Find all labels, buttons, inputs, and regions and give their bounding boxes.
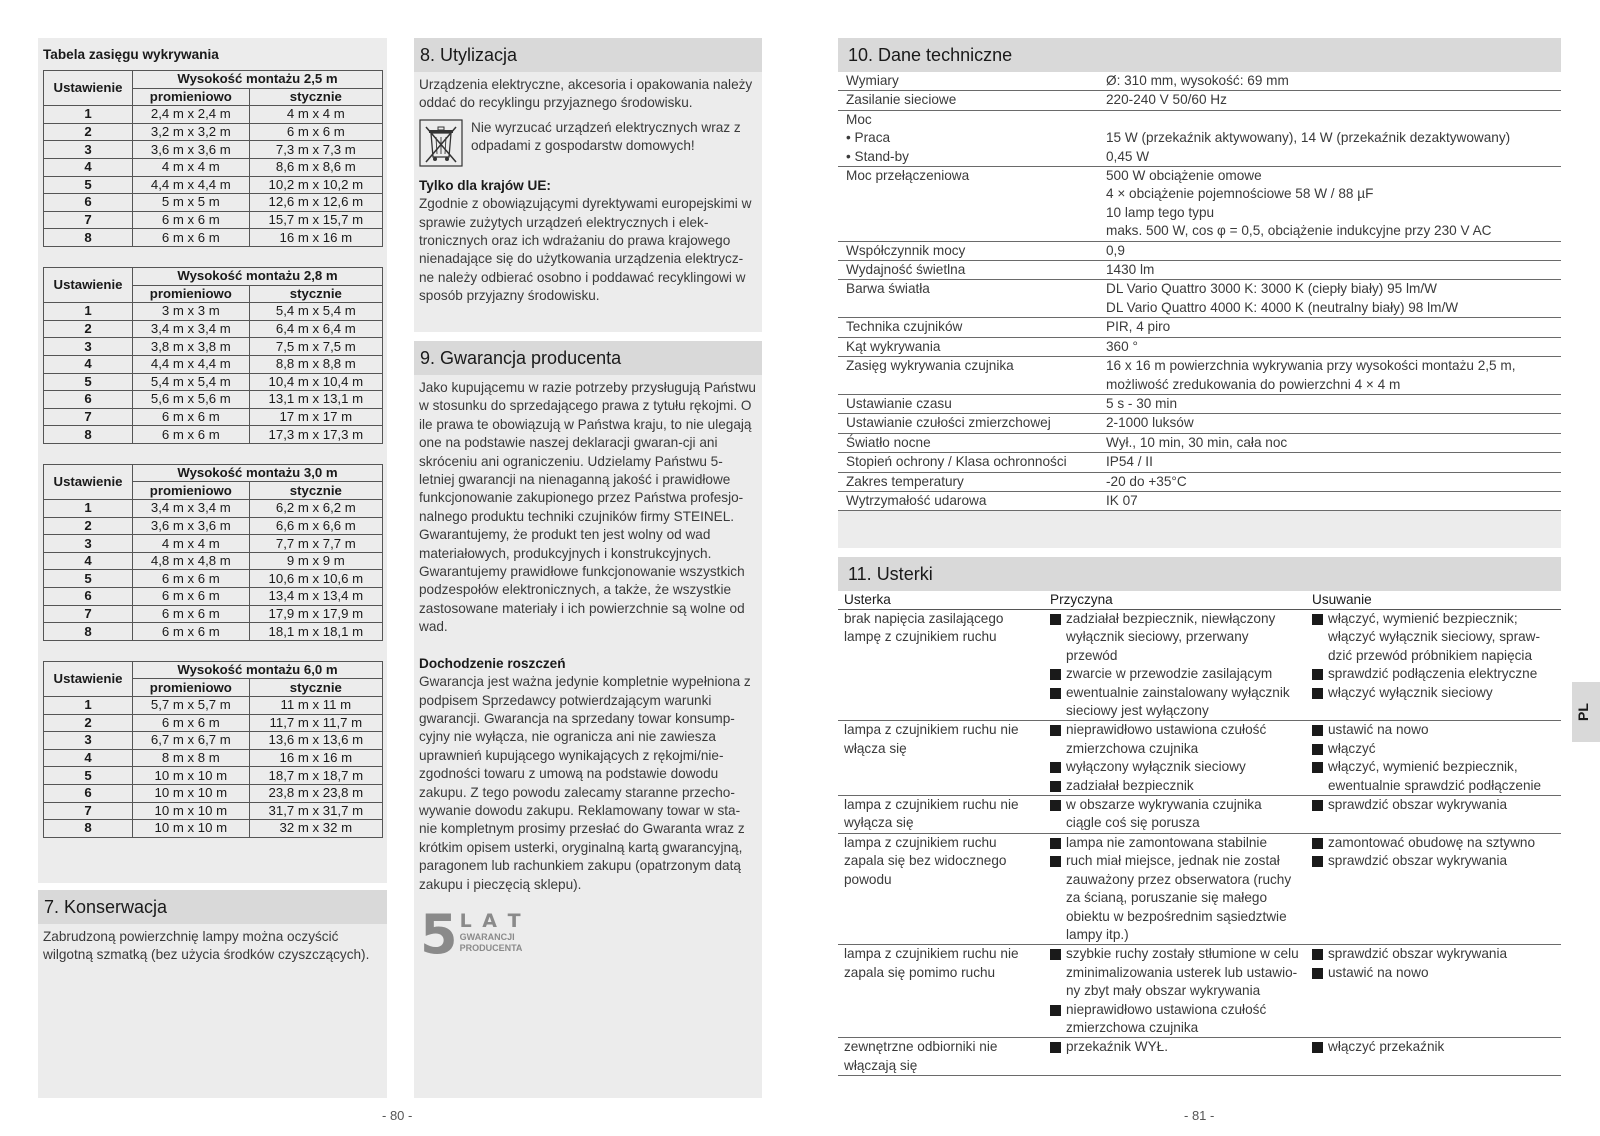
fault-description: brak napięcia zasilającego lampę z czujnikiem ruchu: [838, 610, 1044, 721]
disposal-warning-text: Nie wyrzucać urządzeń elektrycznych wraz z odpadami z gospodarstw domowych!: [471, 119, 741, 154]
mount-height-header: Wysokość montażu 3,0 m: [133, 464, 383, 482]
tech-data-table: [838, 72, 1561, 511]
logo-line-2: PRODUCENTA: [459, 942, 523, 953]
warranty-title: 9. Gwarancja producenta: [414, 341, 762, 375]
setting-number: 1: [44, 500, 133, 518]
range-table-row: [44, 123, 383, 141]
page-number-right: - 81 -: [1184, 1108, 1215, 1123]
setting-number: 6: [44, 588, 133, 606]
setting-number: 3: [44, 141, 133, 159]
mount-height-header: Wysokość montażu 6,0 m: [133, 661, 383, 679]
fault-causes: [1044, 945, 1306, 1038]
fault-fix-item: włączyć, wymienić bezpiecznik; włączyć wyłącznik sieciowy, spraw-dzić przewód próbnikiem napięcia: [1312, 610, 1555, 665]
eu-only-text: Zgodnie z obowiązującymi dyrektywami europejskimi w sprawie zużytych urządzeń elektrycznych i elek-tronicznych oraz ich wdrażaniu do prawa krajowego nienadające się do użytkowania urządzenia elektrycz-ne należy odbierać osobno i poddawać recyklingowi w sposób przyjazny środowisku.: [419, 196, 752, 304]
faults-section: [838, 557, 1561, 1097]
setting-number: 8: [44, 229, 133, 247]
fault-description: lampa z czujnikiem ruchu zapala się bez widocznego powodu: [838, 833, 1044, 944]
setting-number: 5: [44, 373, 133, 391]
tangential-header: stycznie: [249, 285, 382, 303]
range-table-row: [44, 158, 383, 176]
tangential-header: stycznie: [249, 679, 382, 697]
fault-causes: [1044, 833, 1306, 944]
tech-data-row: [838, 110, 1561, 166]
range-table-row: [44, 194, 383, 212]
tangential-range: 6 m x 6 m: [249, 123, 382, 141]
tangential-range: 13,1 m x 13,1 m: [249, 391, 382, 409]
setting-number: 3: [44, 535, 133, 553]
tangential-range: 16 m x 16 m: [249, 229, 382, 247]
range-table-row: [44, 338, 383, 356]
disposal-text: Urządzenia elektryczne, akcesoria i opakowania należy oddać do recyklingu przyjaznego środowisku.: [419, 77, 753, 111]
setting-number: 1: [44, 303, 133, 321]
range-table-row: [44, 320, 383, 338]
radial-range: 6 m x 6 m: [133, 570, 250, 588]
radial-range: 3,2 m x 3,2 m: [133, 123, 250, 141]
fault-causes: [1044, 1038, 1306, 1076]
logo-line-1: GWARANCJI: [459, 931, 515, 942]
fault-row: [838, 796, 1561, 834]
range-table-row: [44, 749, 383, 767]
range-table-row: [44, 373, 383, 391]
range-table-row: [44, 500, 383, 518]
tangential-range: 6,6 m x 6,6 m: [249, 517, 382, 535]
range-table-row: [44, 106, 383, 124]
tangential-range: 10,4 m x 10,4 m: [249, 373, 382, 391]
radial-range: 5,4 m x 5,4 m: [133, 373, 250, 391]
tech-data-key: Światło nocne: [838, 433, 1098, 452]
tech-data-row: [838, 241, 1561, 260]
tech-data-key: Wytrzymałość udarowa: [838, 491, 1098, 510]
tangential-range: 8,8 m x 8,8 m: [249, 355, 382, 373]
radial-range: 5 m x 5 m: [133, 194, 250, 212]
setting-number: 8: [44, 820, 133, 838]
radial-range: 3,4 m x 3,4 m: [133, 500, 250, 518]
tech-data-value: IK 07: [1098, 491, 1561, 510]
tangential-range: 16 m x 16 m: [249, 749, 382, 767]
fault-cause-item: lampa nie zamontowana stabilnie: [1050, 834, 1300, 852]
tech-data-value: Ø: 310 mm, wysokość: 69 mm: [1098, 72, 1561, 91]
logo-digit: 5: [420, 902, 458, 966]
radial-range: 6 m x 6 m: [133, 588, 250, 606]
range-table-row: [44, 211, 383, 229]
tech-data-title: 10. Dane techniczne: [838, 38, 1561, 72]
tech-data-value: -20 do +35°C: [1098, 472, 1561, 491]
fault-row: [838, 833, 1561, 944]
fault-fix-item: włączyć, wymienić bezpiecznik, ewentualnie sprawdzić podłączenie: [1312, 758, 1555, 795]
tangential-range: 7,3 m x 7,3 m: [249, 141, 382, 159]
tangential-header: stycznie: [249, 88, 382, 106]
fault-fix-item: ustawić na nowo: [1312, 721, 1555, 739]
tangential-range: 4 m x 4 m: [249, 106, 382, 124]
faults-col-fix: Usuwanie: [1306, 591, 1561, 610]
setting-number: 7: [44, 605, 133, 623]
tangential-range: 10,6 m x 10,6 m: [249, 570, 382, 588]
tangential-header: stycznie: [249, 482, 382, 500]
radial-header: promieniowo: [133, 679, 250, 697]
radial-range: 5,7 m x 5,7 m: [133, 697, 250, 715]
setting-number: 3: [44, 338, 133, 356]
fault-fix-item: sprawdzić obszar wykrywania: [1312, 796, 1555, 814]
setting-number: 8: [44, 623, 133, 641]
range-table-row: [44, 426, 383, 444]
fault-causes: [1044, 610, 1306, 721]
radial-range: 6 m x 6 m: [133, 623, 250, 641]
setting-number: 5: [44, 570, 133, 588]
setting-number: 8: [44, 426, 133, 444]
setting-number: 7: [44, 802, 133, 820]
range-table: [43, 464, 383, 641]
setting-number: 2: [44, 517, 133, 535]
radial-range: 6 m x 6 m: [133, 714, 250, 732]
tech-data-key: Zasilanie sieciowe: [838, 91, 1098, 110]
range-table-row: [44, 588, 383, 606]
radial-range: 3,6 m x 3,6 m: [133, 141, 250, 159]
tech-data-key: Kąt wykrywania: [838, 337, 1098, 356]
tech-data-key: Technika czujników: [838, 318, 1098, 337]
faults-header-row: [838, 591, 1561, 610]
range-table-header-row: [44, 267, 383, 285]
tangential-range: 17,3 m x 17,3 m: [249, 426, 382, 444]
range-table-row: [44, 176, 383, 194]
range-table-row: [44, 605, 383, 623]
radial-range: 10 m x 10 m: [133, 820, 250, 838]
tech-data-key: Moc przełączeniowa: [838, 167, 1098, 242]
setting-header: Ustawienie: [44, 267, 133, 302]
page-number-left: - 80 -: [382, 1108, 413, 1123]
tangential-range: 18,7 m x 18,7 m: [249, 767, 382, 785]
setting-number: 3: [44, 732, 133, 750]
setting-number: 2: [44, 320, 133, 338]
fault-fix-item: włączyć wyłącznik sieciowy: [1312, 684, 1555, 702]
setting-number: 5: [44, 767, 133, 785]
tangential-range: 13,4 m x 13,4 m: [249, 588, 382, 606]
maintenance-title: 7. Konserwacja: [38, 890, 387, 924]
tangential-range: 32 m x 32 m: [249, 820, 382, 838]
fault-fixes: [1306, 796, 1561, 834]
tech-data-value: Wył., 10 min, 30 min, cała noc: [1098, 433, 1561, 452]
range-table-header-row: [44, 464, 383, 482]
radial-range: 4,8 m x 4,8 m: [133, 552, 250, 570]
five-year-warranty-logo: [414, 894, 762, 966]
radial-range: 4,4 m x 4,4 m: [133, 176, 250, 194]
tech-data-key: Zakres temperatury: [838, 472, 1098, 491]
setting-number: 1: [44, 697, 133, 715]
claims-title: Dochodzenie roszczeń: [419, 655, 566, 671]
eu-only-title: Tylko dla krajów UE:: [419, 177, 551, 193]
radial-range: 10 m x 10 m: [133, 784, 250, 802]
fault-fixes: [1306, 610, 1561, 721]
tech-data-key: Ustawianie czułości zmierzchowej: [838, 414, 1098, 433]
tech-data-row: [838, 491, 1561, 510]
setting-header: Ustawienie: [44, 464, 133, 499]
radial-range: 6 m x 6 m: [133, 211, 250, 229]
fault-row: [838, 945, 1561, 1038]
tech-data-key: Wydajność świetlna: [838, 261, 1098, 280]
tangential-range: 7,5 m x 7,5 m: [249, 338, 382, 356]
fault-cause-item: ewentualnie zainstalowany wyłącznik sieciowy jest wyłączony: [1050, 684, 1300, 721]
fault-row: [838, 610, 1561, 721]
tangential-range: 11,7 m x 11,7 m: [249, 714, 382, 732]
range-table-row: [44, 391, 383, 409]
setting-number: 1: [44, 106, 133, 124]
fault-description: lampa z czujnikiem ruchu nie zapala się pomimo ruchu: [838, 945, 1044, 1038]
tech-data-row: [838, 394, 1561, 413]
range-table-row: [44, 802, 383, 820]
tech-data-value: 2-1000 luksów: [1098, 414, 1561, 433]
range-table-row: [44, 141, 383, 159]
tech-data-key: Stopień ochrony / Klasa ochronności: [838, 453, 1098, 472]
range-table: [43, 661, 383, 838]
tech-data-value: 16 x 16 m powierzchnia wykrywania przy wysokości montażu 2,5 m, możliwość zredukowania do powierzchni 4 × 4 m: [1098, 357, 1561, 395]
range-table-row: [44, 623, 383, 641]
fault-cause-item: zadziałał bezpiecznik: [1050, 777, 1300, 795]
tech-data-row: [838, 453, 1561, 472]
range-table-title: Tabela zasięgu wykrywania: [43, 47, 219, 62]
setting-number: 7: [44, 408, 133, 426]
radial-header: promieniowo: [133, 88, 250, 106]
setting-number: 6: [44, 391, 133, 409]
tangential-range: 17,9 m x 17,9 m: [249, 605, 382, 623]
tangential-range: 18,1 m x 18,1 m: [249, 623, 382, 641]
fault-fix-item: włączyć przekaźnik: [1312, 1038, 1555, 1056]
setting-number: 2: [44, 714, 133, 732]
fault-cause-item: przekaźnik WYŁ.: [1050, 1038, 1300, 1056]
radial-range: 5,6 m x 5,6 m: [133, 391, 250, 409]
radial-range: 6 m x 6 m: [133, 229, 250, 247]
range-table-row: [44, 229, 383, 247]
fault-fixes: [1306, 945, 1561, 1038]
fault-cause-item: zadziałał bezpiecznik, niewłączony wyłącznik sieciowy, przerwany przewód: [1050, 610, 1300, 665]
tech-data-row: [838, 167, 1561, 242]
tech-data-row: [838, 357, 1561, 395]
language-tab: [1572, 682, 1600, 742]
setting-number: 5: [44, 176, 133, 194]
tech-data-row: [838, 472, 1561, 491]
setting-header: Ustawienie: [44, 661, 133, 696]
radial-range: 6 m x 6 m: [133, 408, 250, 426]
radial-range: 6 m x 6 m: [133, 605, 250, 623]
setting-number: 4: [44, 355, 133, 373]
fault-fix-item: zamontować obudowę na sztywno: [1312, 834, 1555, 852]
tech-data-row: [838, 337, 1561, 356]
range-table-row: [44, 732, 383, 750]
range-table-column: [38, 38, 387, 883]
tech-data-value: IP54 / II: [1098, 453, 1561, 472]
setting-number: 6: [44, 784, 133, 802]
disposal-warning-row: [414, 113, 762, 167]
setting-number: 7: [44, 211, 133, 229]
tangential-range: 13,6 m x 13,6 m: [249, 732, 382, 750]
tech-data-value: 220-240 V 50/60 Hz: [1098, 91, 1561, 110]
radial-range: 3,8 m x 3,8 m: [133, 338, 250, 356]
logo-word: L A T: [459, 909, 523, 932]
fault-row: [838, 1038, 1561, 1076]
tangential-range: 7,7 m x 7,7 m: [249, 535, 382, 553]
setting-number: 4: [44, 158, 133, 176]
tangential-range: 8,6 m x 8,6 m: [249, 158, 382, 176]
maintenance-text: Zabrudzoną powierzchnię lampy można oczyścić wilgotną szmatką (bez użycia środków czyszczących).: [43, 929, 370, 963]
radial-header: promieniowo: [133, 482, 250, 500]
range-table-row: [44, 570, 383, 588]
claims-text: Gwarancja jest ważna jedynie kompletnie wypełniona z podpisem Sprzedawcy potwierdzającym warunki gwarancji. Gwarancja na sprzedany towar konsump-cyjny nie wyłącza, nie ogranicza ani nie zawiesza uprawnień kupującego wynikających z rękojmi/nie-zgodności towaru z umową na podstawie dowodu zakupu. Z tego powodu zalecamy staranne przecho-wywanie dowodu zakupu. Reklamowany towar w sta-nie kompletnym prosimy przesłać do Gwaranta wraz z krótkim opisem usterki, oryginalną kartą gwarancyjną, paragonem lub rachunkiem zakupu (opatrzonym datą zakupu i pieczęcią sklepu).: [419, 674, 751, 892]
range-table-row: [44, 697, 383, 715]
tech-data-value: 1430 lm: [1098, 261, 1561, 280]
fault-cause-item: ruch miał miejsce, jednak nie został zauważony przez obserwatora (ruchy za ścianą, poruszanie się małego obiektu w bezpośrednim sąsiedztwie lampy itp.): [1050, 852, 1300, 944]
radial-range: 4 m x 4 m: [133, 535, 250, 553]
setting-number: 6: [44, 194, 133, 212]
tangential-range: 12,6 m x 12,6 m: [249, 194, 382, 212]
range-table-row: [44, 517, 383, 535]
fault-cause-item: nieprawidłowo ustawiona czułość zmierzchowa czujnika: [1050, 721, 1300, 758]
fault-cause-item: w obszarze wykrywania czujnika ciągle coś się porusza: [1050, 796, 1300, 833]
faults-col-fault: Usterka: [838, 591, 1044, 610]
radial-range: 10 m x 10 m: [133, 802, 250, 820]
range-table-row: [44, 535, 383, 553]
fault-fix-item: sprawdzić obszar wykrywania: [1312, 945, 1555, 963]
fault-description: lampa z czujnikiem ruchu nie wyłącza się: [838, 796, 1044, 834]
range-table-row: [44, 767, 383, 785]
tech-data-row: [838, 433, 1561, 452]
tech-data-key: Barwa światła: [838, 280, 1098, 318]
warranty-text: Jako kupującemu w razie potrzeby przysługują Państwu w stosunku do sprzedającego prawa z tytułu rękojmi. O ile prawa te obowiązują w Państwa kraju, to nie ulegają one na podstawie naszej deklaracji gwaran-cji ani skróceniu ani ograniczeniu. Udzielamy Państwu 5-letniej gwarancji na nienaganną jakość i prawidłowe funkcjonowanie zakupionego przez Państwa profesjo-nalnego produktu techniki czujników firmy STEINEL. Gwarantujemy, że produkt ten jest wolny od wad materiałowych, produkcyjnych i konstrukcyjnych. Gwarantujemy prawidłowe funkcjonowanie wszystkich podzespołów elektronicznych, a także, że wszystkie zastosowane materiały i ich powierzchnie są wolne od wad.: [419, 380, 756, 635]
range-tables: [38, 70, 387, 838]
tangential-range: 31,7 m x 31,7 m: [249, 802, 382, 820]
fault-fixes: [1306, 833, 1561, 944]
tangential-range: 23,8 m x 23,8 m: [249, 784, 382, 802]
tech-data-value: DL Vario Quattro 3000 K: 3000 K (ciepły biały) 95 lm/W DL Vario Quattro 4000 K: 4000 K (neutralny biały) 98 lm/W: [1098, 280, 1561, 318]
fault-fix-item: sprawdzić obszar wykrywania: [1312, 852, 1555, 870]
tangential-range: 5,4 m x 5,4 m: [249, 303, 382, 321]
tech-data-key: Ustawianie czasu: [838, 394, 1098, 413]
tangential-range: 11 m x 11 m: [249, 697, 382, 715]
radial-range: 2,4 m x 2,4 m: [133, 106, 250, 124]
tech-data-value: 5 s - 30 min: [1098, 394, 1561, 413]
setting-number: 2: [44, 123, 133, 141]
tangential-range: 10,2 m x 10,2 m: [249, 176, 382, 194]
radial-range: 8 m x 8 m: [133, 749, 250, 767]
range-table: [43, 70, 383, 247]
tech-data-row: [838, 280, 1561, 318]
tech-data-row: [838, 72, 1561, 91]
range-table-row: [44, 552, 383, 570]
setting-header: Ustawienie: [44, 71, 133, 106]
mount-height-header: Wysokość montażu 2,5 m: [133, 71, 383, 89]
fault-fix-item: sprawdzić podłączenia elektryczne: [1312, 665, 1555, 683]
faults-table: [838, 591, 1561, 1076]
crossed-out-bin-icon: [419, 119, 463, 167]
tech-data-row: [838, 91, 1561, 110]
tech-data-value: 15 W (przekaźnik aktywowany), 14 W (przekaźnik dezaktywowany) 0,45 W: [1098, 110, 1561, 166]
range-table-row: [44, 303, 383, 321]
tech-data-section: [838, 38, 1561, 548]
setting-number: 4: [44, 749, 133, 767]
fault-fix-item: włączyć: [1312, 740, 1555, 758]
fault-cause-item: szybkie ruchy zostały stłumione w celu zminimalizowania usterek lub ustawio-ny zbyt mały obszar wykrywania: [1050, 945, 1300, 1000]
radial-range: 4 m x 4 m: [133, 158, 250, 176]
radial-range: 3 m x 3 m: [133, 303, 250, 321]
tech-data-row: [838, 318, 1561, 337]
range-table-row: [44, 820, 383, 838]
fault-cause-item: zwarcie w przewodzie zasilającym: [1050, 665, 1300, 683]
radial-range: 4,4 m x 4,4 m: [133, 355, 250, 373]
language-tab-label: PL: [1574, 703, 1591, 721]
tech-data-key: Wymiary: [838, 72, 1098, 91]
tech-data-row: [838, 261, 1561, 280]
radial-range: 3,4 m x 3,4 m: [133, 320, 250, 338]
tech-data-value: PIR, 4 piro: [1098, 318, 1561, 337]
range-table-row: [44, 784, 383, 802]
disposal-section: [414, 38, 762, 332]
range-table-row: [44, 355, 383, 373]
tangential-range: 6,2 m x 6,2 m: [249, 500, 382, 518]
warranty-section: [414, 341, 762, 1098]
fault-description: lampa z czujnikiem ruchu nie włącza się: [838, 721, 1044, 796]
tech-data-value: 0,9: [1098, 241, 1561, 260]
disposal-title: 8. Utylizacja: [414, 38, 762, 72]
tangential-range: 17 m x 17 m: [249, 408, 382, 426]
fault-cause-item: wyłączony wyłącznik sieciowy: [1050, 758, 1300, 776]
fault-fix-item: ustawić na nowo: [1312, 964, 1555, 982]
fault-row: [838, 721, 1561, 796]
fault-cause-item: nieprawidłowo ustawiona czułość zmierzchowa czujnika: [1050, 1001, 1300, 1038]
tech-data-key: Moc • Praca • Stand-by: [838, 110, 1098, 166]
tangential-range: 15,7 m x 15,7 m: [249, 211, 382, 229]
range-table-row: [44, 714, 383, 732]
tech-data-row: [838, 414, 1561, 433]
fault-causes: [1044, 721, 1306, 796]
radial-range: 6,7 m x 6,7 m: [133, 732, 250, 750]
setting-number: 4: [44, 552, 133, 570]
mount-height-header: Wysokość montażu 2,8 m: [133, 267, 383, 285]
faults-title: 11. Usterki: [838, 557, 1561, 591]
fault-fixes: [1306, 721, 1561, 796]
range-table-header-row: [44, 71, 383, 89]
range-table-row: [44, 408, 383, 426]
tech-data-value: 500 W obciążenie omowe 4 × obciążenie pojemnościowe 58 W / 88 µF 10 lamp tego typu maks. 500 W, cos φ = 0,5, obciążenie indukcyjne przy 230 V AC: [1098, 167, 1561, 242]
radial-range: 10 m x 10 m: [133, 767, 250, 785]
radial-header: promieniowo: [133, 285, 250, 303]
fault-fixes: [1306, 1038, 1561, 1076]
fault-description: zewnętrzne odbiorniki nie włączają się: [838, 1038, 1044, 1076]
tech-data-key: Zasięg wykrywania czujnika: [838, 357, 1098, 395]
radial-range: 6 m x 6 m: [133, 426, 250, 444]
tech-data-key: Współczynnik mocy: [838, 241, 1098, 260]
tangential-range: 9 m x 9 m: [249, 552, 382, 570]
faults-col-cause: Przyczyna: [1044, 591, 1306, 610]
fault-causes: [1044, 796, 1306, 834]
radial-range: 3,6 m x 3,6 m: [133, 517, 250, 535]
tangential-range: 6,4 m x 6,4 m: [249, 320, 382, 338]
maintenance-section: [38, 890, 387, 1098]
range-table-header-row: [44, 661, 383, 679]
tech-data-value: 360 °: [1098, 337, 1561, 356]
range-table: [43, 267, 383, 444]
